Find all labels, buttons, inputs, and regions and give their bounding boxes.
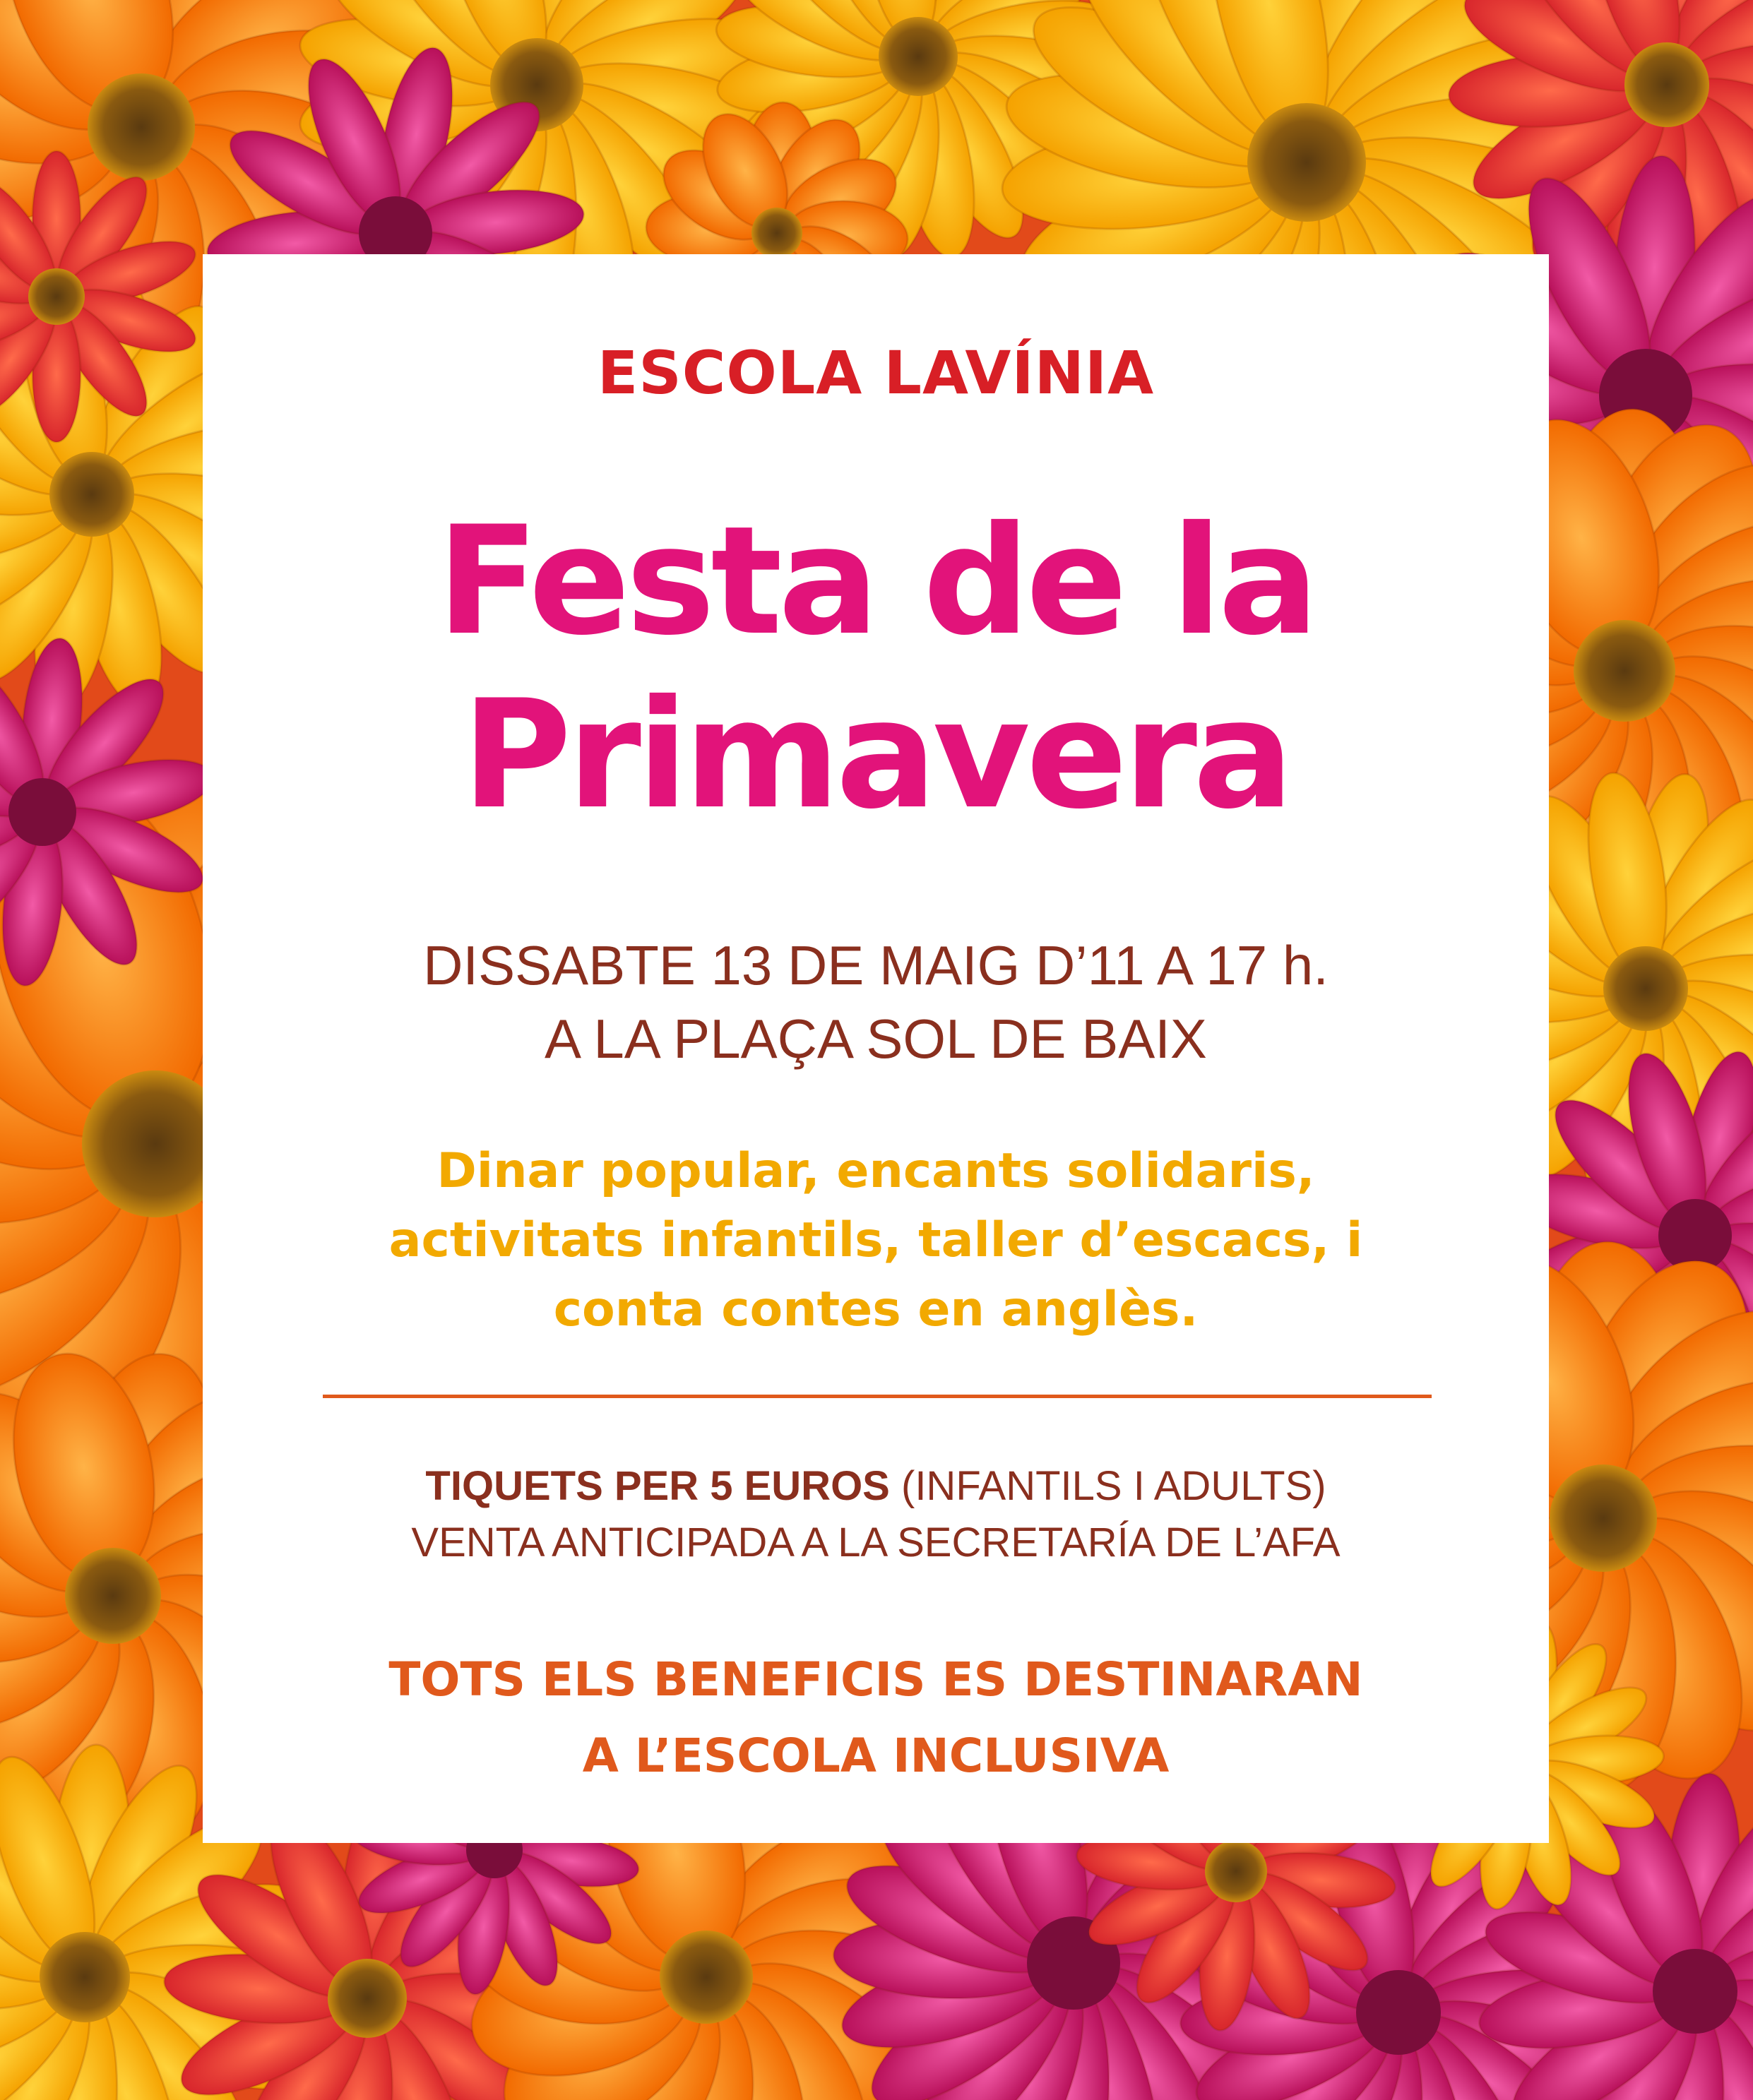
tickets-presale: VENTA ANTICIPADA A LA SECRETARÍA DE L’AFA — [411, 1520, 1341, 1565]
activities — [203, 1137, 1549, 1344]
benefits-line-1: TOTS ELS BENEFICIS ES DESTINARAN — [388, 1652, 1363, 1707]
info-card — [203, 254, 1549, 1843]
tickets-note: (INFANTILS I ADULTS) — [901, 1463, 1326, 1509]
location-line: A LA PLAÇA SOL DE BAIX — [545, 1008, 1207, 1070]
date-line: DISSABTE 13 DE MAIG D’11 A 17 h. — [423, 934, 1329, 996]
event-title-line-1: Festa de la — [436, 494, 1315, 668]
event-title-line-2: Primavera — [461, 667, 1290, 842]
activities-line-2: activitats infantils, taller d’escacs, i — [388, 1212, 1363, 1268]
activities-line-1: Dinar popular, encants solidaris, — [436, 1143, 1315, 1199]
tickets-price: TIQUETS PER 5 EUROS — [425, 1463, 890, 1509]
school-name: ESCOLA LAVÍNIA — [597, 338, 1155, 407]
tickets-price-line — [203, 1458, 1549, 1515]
event-title — [203, 494, 1549, 842]
activities-line-3: conta contes en anglès. — [553, 1282, 1199, 1337]
benefits-note — [203, 1642, 1549, 1794]
tickets-info — [203, 1458, 1549, 1571]
benefits-line-2: A L’ESCOLA INCLUSIVA — [582, 1729, 1170, 1783]
divider — [323, 1395, 1432, 1398]
date-location — [203, 929, 1549, 1075]
